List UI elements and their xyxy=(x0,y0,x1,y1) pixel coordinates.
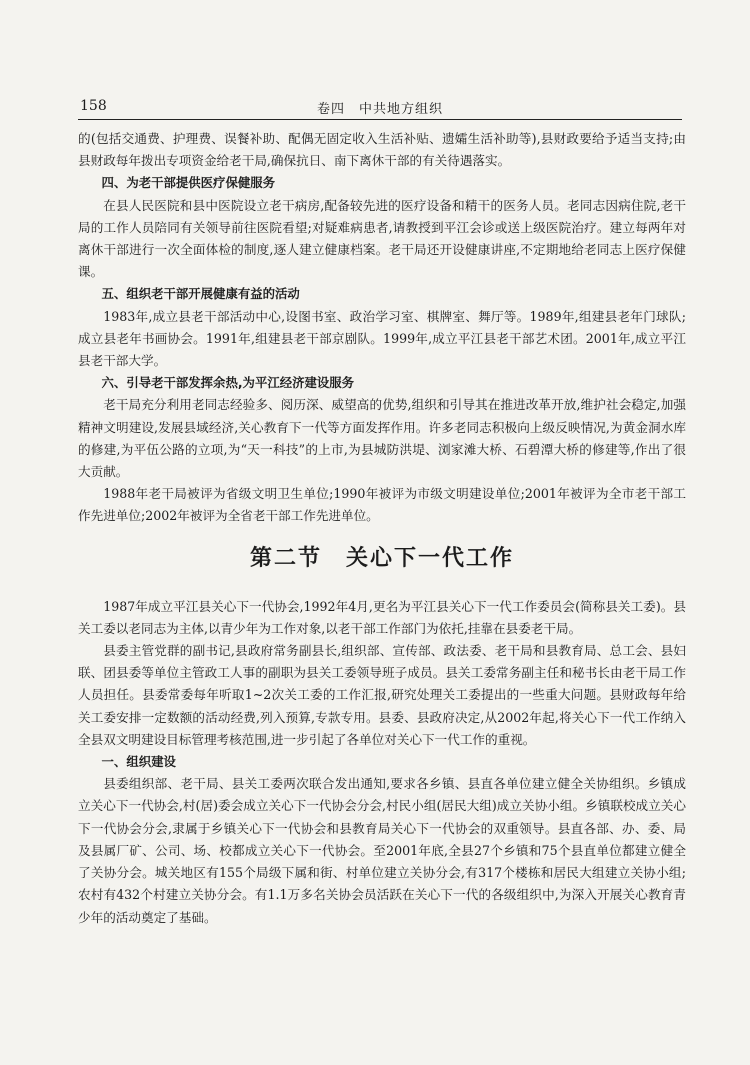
paragraph-medical-care: 在县人民医院和县中医院设立老干病房,配备较先进的医疗设备和精干的医务人员。老同志因病住院,老干局的工作人员陪同有关领导前往医院看望;对疑难病患者,请教授到平江会诊或送上级医院治疗。建立每两年对离休干部进行一次全面体检的制度,逐人建立健康档案。老干局还开设健康讲座,不定期地给老同志上医疗保健课。 xyxy=(78,197,686,280)
paragraph-leadership: 县委主管党群的副书记,县政府常务副县长,组织部、宣传部、政法委、老干局和县教育局、总工会、县妇联、团县委等单位主管政工人事的副职为县关工委领导班子成员。县关工委常务副主任和秘书长由老干局工作人员担任。县委常委每年听取1~2次关工委的工作汇报,研究处理关工委提出的一些重大问题。县财政每年给关工委安排一定数额的活动经费,列入预算,专款专用。县委、县政府决定,从2002年起,将关心下一代工作纳入全县双文明建设目标管理考核范围,进一步引起了各单位对关心下一代工作的重视。 xyxy=(78,643,686,747)
paragraph-awards: 1988年老干局被评为省级文明卫生单位;1990年被评为市级文明建设单位;2001年被评为全市老干部工作先进单位;2002年被评为全省老干部工作先进单位。 xyxy=(78,486,686,524)
paragraph-organization: 县委组织部、老干局、县关工委两次联合发出通知,要求各乡镇、县直各单位建立健全关协组织。乡镇成立关心下一代协会,村(居)委会成立关心下一代协会分会,村民小组(居民大组)成立关协小组。乡镇联校成立关心下一代协会分会,隶属于乡镇关心下一代协会和县教育局关心下一代协会的双重领导。县直各部、办、委、局及县属厂矿、公司、场、校都成立关心下一代协会。至2001年底,全县27个乡镇和75个县直单位都建立健全了关协分会。城关地区有155个局级下属和街、村单位建立关协分会,有317个楼栋和居民大组建立关协小组;农村有432个村建立关协分会。有1.1万多名关协会员活跃在关心下一代的各级组织中,为深入开展关心教育青少年的活动奠定了基础。 xyxy=(78,776,686,925)
section-number: 第二节 xyxy=(249,545,322,571)
section-heading: 关心下一代工作 xyxy=(346,545,515,571)
heading-organization: 一、组织建设 xyxy=(101,754,176,770)
section-title xyxy=(78,544,686,574)
heading-medical-care: 四、为老干部提供医疗保健服务 xyxy=(101,175,276,191)
paragraph-founding: 1987年成立平江县关心下一代协会,1992年4月,更名为平江县关心下一代工作委员会(简称县关工委)。县关工委以老同志为主体,以青少年为工作对象,以老干部工作部门为依托,挂靠在县委老干局。 xyxy=(78,598,686,636)
paragraph-economic-contribution: 老干局充分利用老同志经验多、阅历深、威望高的优势,组织和引导其在推进改革开放,维护社会稳定,加强精神文明建设,发展县域经济,关心教育下一代等方面发挥作用。许多老同志积极向上级反映情况,为黄金洞水库的修建,为平伍公路的立项,为“天一科技”的上市,为县城防洪堤、浏家滩大桥、石碧潭大桥的修建等,作出了很大贡献。 xyxy=(78,397,686,480)
page-number: 158 xyxy=(80,98,107,114)
paragraph-healthy-activities: 1983年,成立县老干部活动中心,设图书室、政治学习室、棋牌室、舞厅等。1989年,组建县老年门球队;成立县老年书画协会。1991年,组建县老干部京剧队。1999年,成立平江县老干部艺术团。2001年,成立平江县老干部大学。 xyxy=(78,308,686,369)
running-title: 卷四 中共地方组织 xyxy=(316,102,443,117)
heading-economic-contribution: 六、引导老干部发挥余热,为平江经济建设服务 xyxy=(101,375,355,391)
page-header xyxy=(78,95,682,120)
heading-healthy-activities: 五、组织老干部开展健康有益的活动 xyxy=(101,286,300,302)
page-body xyxy=(78,128,686,929)
continuation-paragraph: 的(包括交通费、护理费、误餐补助、配偶无固定收入生活补贴、遗孀生活补助等),县财政要给予适当支持;由县财政每年拨出专项资金给老干局,确保抗日、南下离休干部的有关待遇落实。 xyxy=(78,131,686,169)
